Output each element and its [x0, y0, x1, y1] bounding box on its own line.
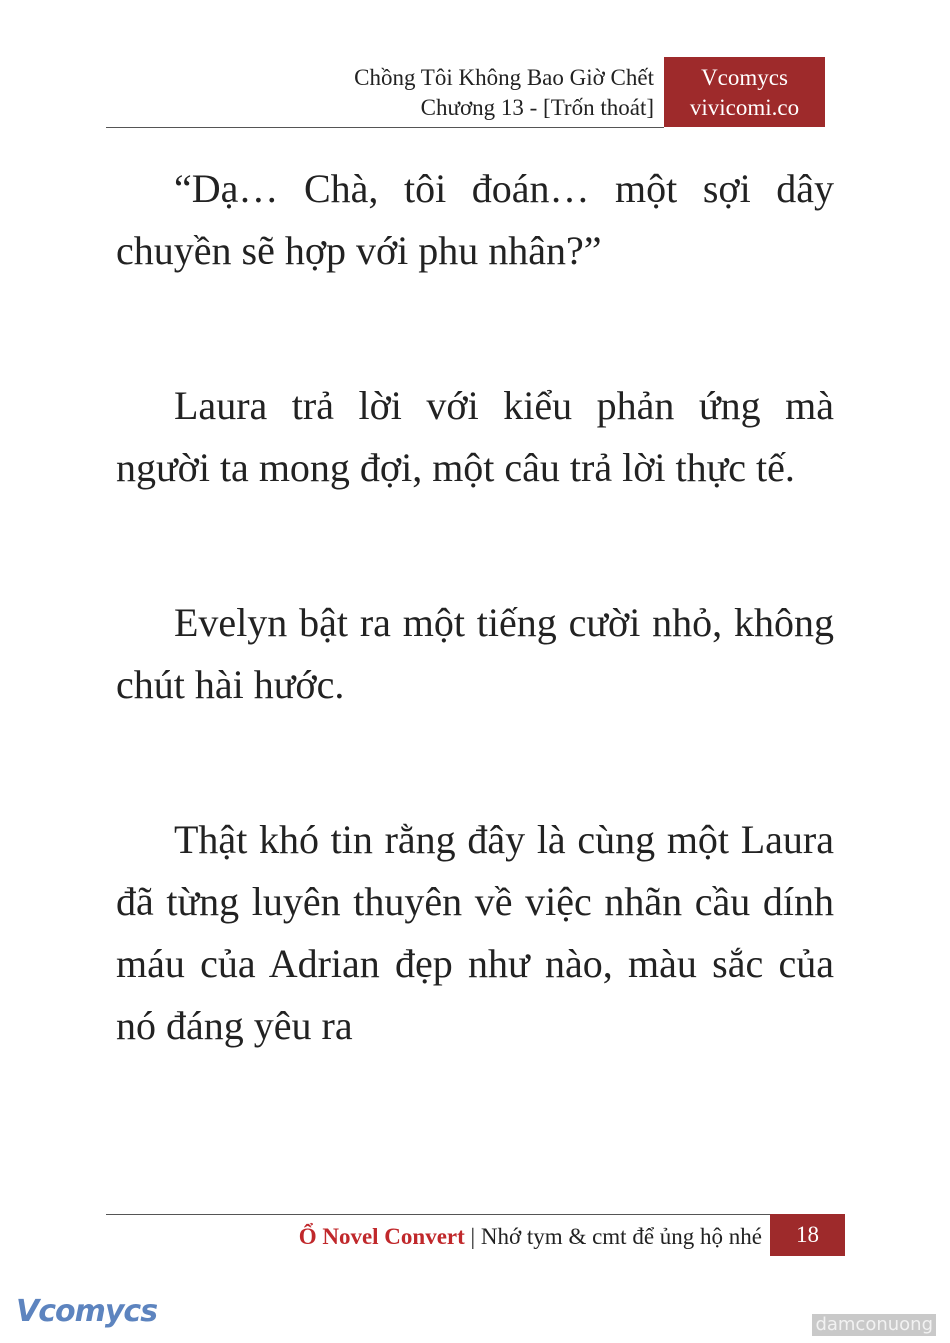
- watermark-logo-left: Vcomycs: [16, 1294, 158, 1329]
- watermark-right: damconuong: [812, 1314, 936, 1336]
- book-title: Chồng Tôi Không Bao Giờ Chết: [354, 65, 654, 90]
- brand-name: Vcomycs: [701, 65, 788, 90]
- brand-site: vivicomi.co: [689, 95, 800, 120]
- header-divider: [106, 127, 664, 128]
- footer-brand: Ổ Novel Convert: [298, 1224, 465, 1249]
- paragraph-3: Evelyn bật ra một tiếng cười nhỏ, không chút hài hước.: [116, 600, 834, 707]
- page-header: [0, 0, 950, 130]
- footer-divider: [106, 1214, 770, 1215]
- paragraph-1: “Dạ… Chà, tôi đoán… một sợi dây chuyền sẽ hợp với phu nhân?”: [116, 166, 834, 273]
- footer-text: [299, 1222, 762, 1252]
- footer-separator: |: [464, 1224, 481, 1249]
- footer-message: Nhớ tym & cmt để ủng hộ nhé: [480, 1224, 762, 1249]
- header-brand-box: [664, 57, 825, 127]
- chapter-body: [116, 158, 834, 1057]
- chapter-title: Chương 13 - [Trốn thoát]: [420, 95, 654, 120]
- paragraph-4: Thật khó tin rằng đây là cùng một Laura đã từng luyên thuyên về việc nhãn cầu dính máu của Adrian đẹp như nào, màu sắc của nó đáng yêu ra: [116, 817, 834, 1048]
- header-titles: [354, 63, 654, 123]
- page-number: 18: [770, 1214, 845, 1256]
- paragraph-2: Laura trả lời với kiểu phản ứng mà người ta mong đợi, một câu trả lời thực tế.: [116, 383, 834, 490]
